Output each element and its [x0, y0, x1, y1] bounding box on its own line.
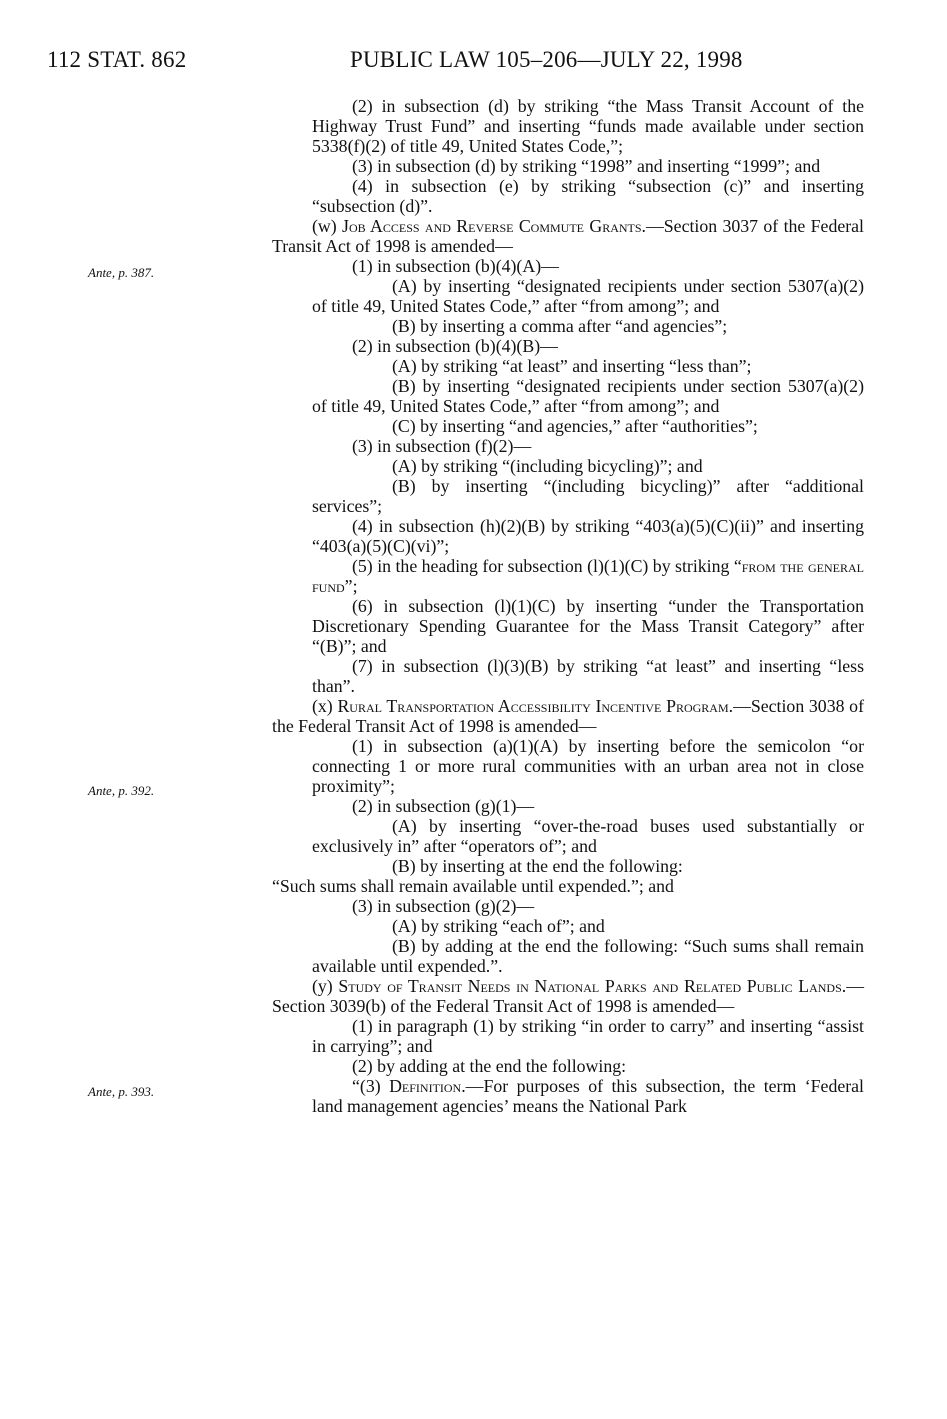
paragraph-text: (5) in the heading for subsection (l)(1)(C) by striking “	[352, 556, 742, 576]
paragraph: (4) in subsection (e) by striking “subsection (c)” and inserting “subsection (d)”.	[312, 176, 864, 216]
public-law-title: PUBLIC LAW 105–206—JULY 22, 1998	[350, 47, 743, 72]
paragraph: (1) in paragraph (1) by striking “in order to carry” and inserting “assist in carrying”; and	[312, 1016, 864, 1056]
paragraph: (1) in subsection (b)(4)(A)—	[352, 256, 559, 276]
subsection-heading: Study of Transit Needs in National Parks and Related Public Lands.—	[338, 976, 864, 996]
paragraph: (B) by inserting a comma after “and agencies”;	[392, 316, 728, 336]
subsection-text: Section 3038 of the Federal Transit Act of 1998 is amended—	[272, 696, 864, 736]
paragraph: (A) by inserting “over-the-road buses used substantially or exclusively in” after “operators of”; and	[312, 816, 864, 856]
paragraph: (B) by inserting at the end the following:	[392, 856, 683, 876]
paragraph: (4) in subsection (h)(2)(B) by striking “403(a)(5)(C)(ii)” and inserting “403(a)(5)(C)(vi)”;	[312, 516, 864, 556]
subsection-y	[272, 976, 864, 1016]
struck-heading-text: from the general fund	[312, 556, 865, 596]
subsection-label: (x)	[312, 696, 338, 716]
paragraph: (3) in subsection (f)(2)—	[352, 436, 532, 456]
subsection-text: Section 3037 of the Federal Transit Act of 1998 is amended—	[272, 216, 864, 256]
subsection-heading: Rural Transportation Accessibility Incentive Program.—	[337, 696, 751, 716]
margin-note-ante-392: Ante, p. 392.	[88, 783, 155, 798]
paragraph: (2) in subsection (g)(1)—	[352, 796, 535, 816]
paragraph-text: ”;	[344, 576, 358, 596]
subsection-text: Section 3039(b) of the Federal Transit Act of 1998 is amended—	[272, 996, 735, 1016]
paragraph: (B) by inserting “(including bicycling)” after “additional services”;	[312, 476, 864, 516]
paragraph: (1) in subsection (a)(1)(A) by inserting before the semicolon “or connecting 1 or more rural communities with an urban area not in close proximity”;	[312, 736, 864, 796]
paragraph: (2) in subsection (b)(4)(B)—	[352, 336, 558, 356]
paragraph: (3) in subsection (g)(2)—	[352, 896, 535, 916]
paragraph: (A) by striking “at least” and inserting “less than”;	[392, 356, 752, 376]
statute-body	[272, 96, 864, 1116]
page-header	[0, 0, 947, 90]
definition-label: “(3)	[352, 1076, 390, 1096]
paragraph: (B) by adding at the end the following: “Such sums shall remain available until expended.”.	[312, 936, 864, 976]
subsection-heading: Job Access and Reverse Commute Grants.—	[342, 216, 664, 236]
subsection-w	[272, 216, 864, 256]
paragraph: (C) by inserting “and agencies,” after “authorities”;	[392, 416, 758, 436]
paragraph: (A) by striking “(including bicycling)”; and	[392, 456, 703, 476]
paragraph: (2) in subsection (d) by striking “the Mass Transit Account of the Highway Trust Fund” and inserting “funds made available under section 5338(f)(2) of title 49, United States Code,”;	[312, 96, 864, 156]
paragraph: (A) by striking “each of”; and	[392, 916, 605, 936]
subsection-label: (y)	[312, 976, 339, 996]
definition-paragraph	[272, 1076, 864, 1116]
paragraph: (B) by inserting “designated recipients under section 5307(a)(2) of title 49, United States Code,” after “from among”; and	[312, 376, 864, 416]
paragraph: (7) in subsection (l)(3)(B) by striking “at least” and inserting “less than”.	[312, 656, 864, 696]
margin-note-ante-393: Ante, p. 393.	[88, 1084, 155, 1099]
statute-page-number: 112 STAT. 862	[47, 47, 187, 72]
margin-note-ante-387: Ante, p. 387.	[88, 265, 155, 280]
definition-text: For purposes of this subsection, the term ‘Federal land management agencies’ means the National Park	[312, 1076, 864, 1116]
definition-heading: Definition.—	[389, 1076, 484, 1096]
paragraph-heading-strike	[272, 556, 864, 596]
paragraph: (3) in subsection (d) by striking “1998” and inserting “1999”; and	[352, 156, 821, 176]
subsection-label: (w)	[312, 216, 343, 236]
paragraph: (A) by inserting “designated recipients under section 5307(a)(2) of title 49, United States Code,” after “from among”; and	[312, 276, 864, 316]
subsection-x	[272, 696, 864, 736]
paragraph: (2) by adding at the end the following:	[352, 1056, 627, 1076]
paragraph: (6) in subsection (l)(1)(C) by inserting “under the Transportation Discretionary Spending Guarantee for the Mass Transit Category” after “(B)”; and	[312, 596, 864, 656]
quoted-text: “Such sums shall remain available until expended.”; and	[272, 876, 674, 896]
